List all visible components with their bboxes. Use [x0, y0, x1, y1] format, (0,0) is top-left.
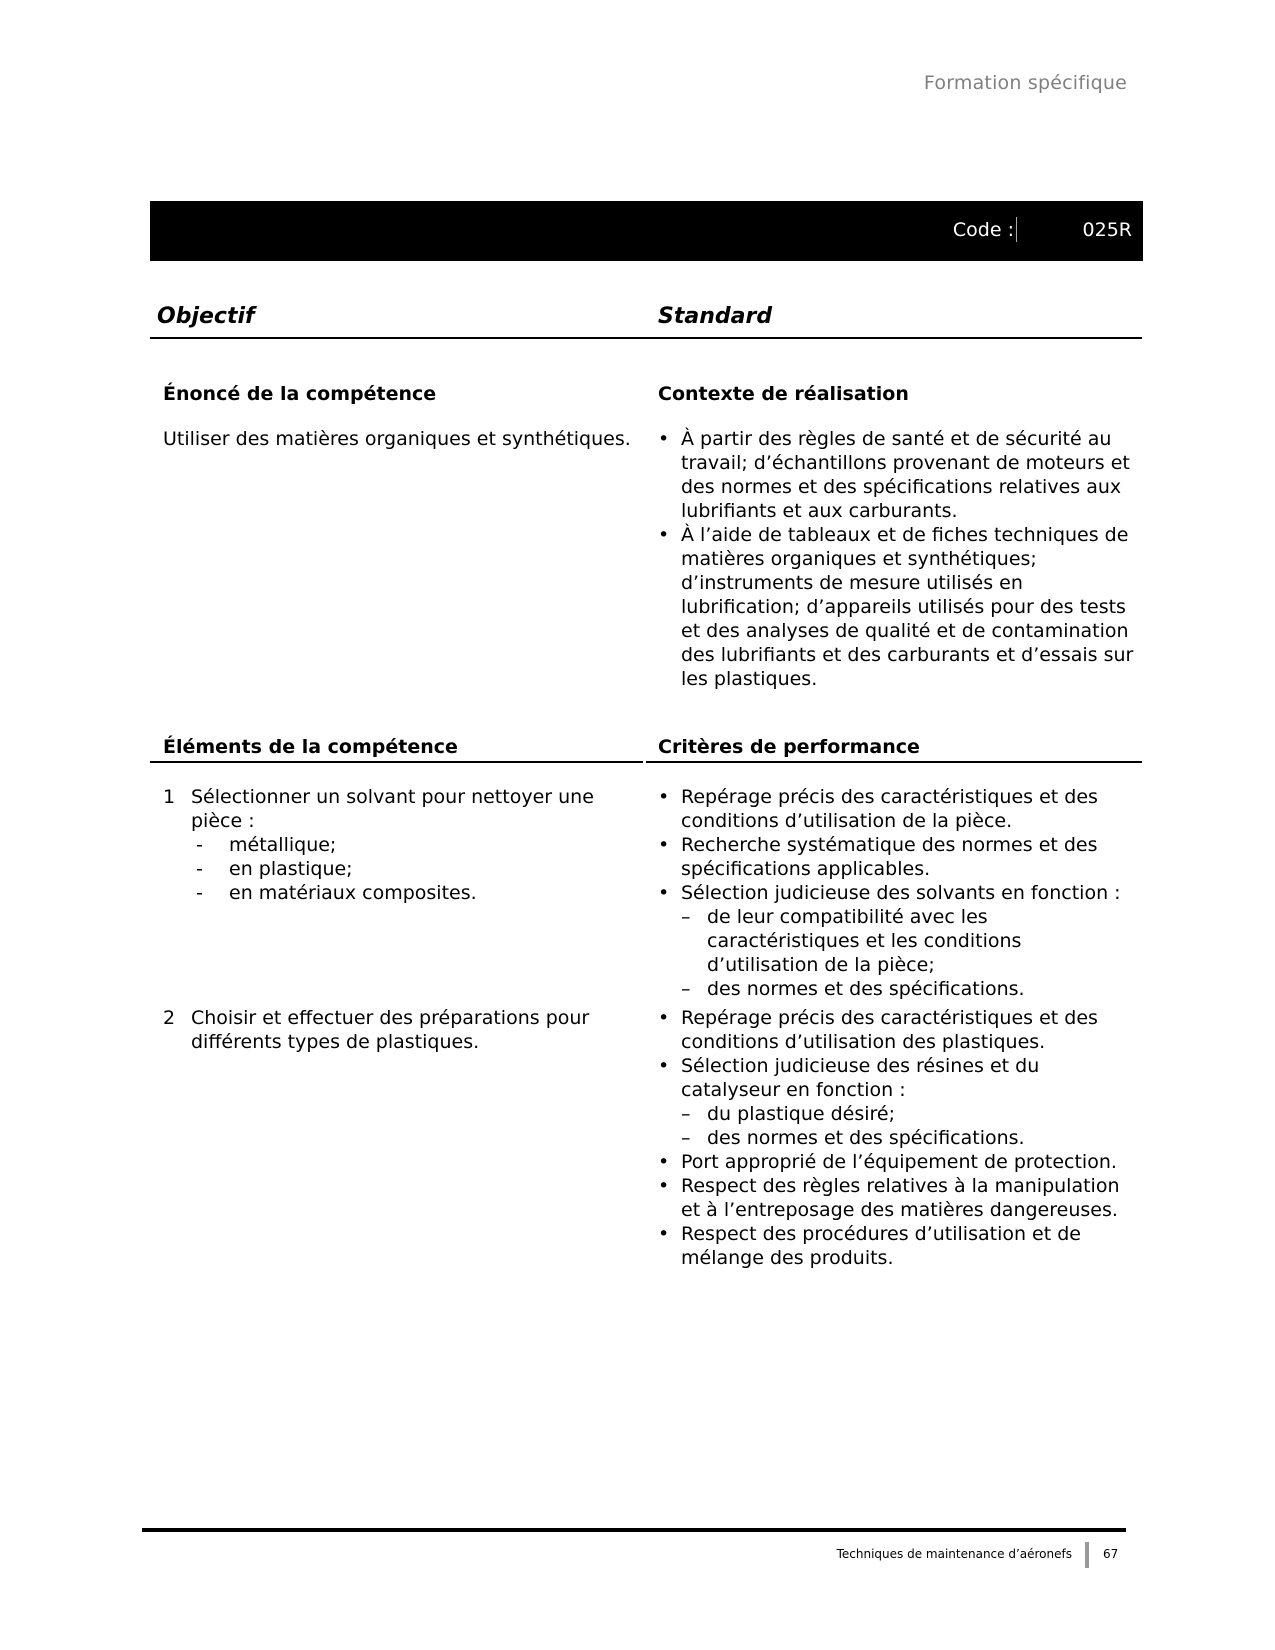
- criteres-group-1: [658, 785, 1138, 1001]
- code-bar: [150, 201, 1143, 261]
- code-separator: [1016, 217, 1017, 242]
- code-value: 025R: [1082, 219, 1132, 241]
- footer-rule: [142, 1528, 1126, 1532]
- page-number: 67: [1103, 1547, 1119, 1561]
- element-sublist: [163, 833, 603, 905]
- standard-heading: Standard: [658, 304, 773, 329]
- enonce-text: Utiliser des matières organiques et synthétiques.: [163, 428, 631, 450]
- running-header: Formation spécifique: [923, 72, 1127, 94]
- criteres-heading: Critères de performance: [658, 736, 920, 758]
- header-rule: [150, 337, 1142, 339]
- element-subitem: - en matériaux composites.: [196, 881, 603, 905]
- contexte-heading: Contexte de réalisation: [658, 383, 909, 405]
- element-subitem: - en plastique;: [196, 857, 603, 881]
- criteres-rule: [646, 761, 1142, 763]
- element-text: Choisir et effectuer des préparations pour différents types de plastiques.: [191, 1007, 590, 1053]
- critere-subitem: – des normes et des spécifications.: [681, 977, 1138, 1001]
- critere-item: • Recherche systématique des normes et des spécifications applicables.: [658, 833, 1138, 881]
- code-label: Code :: [952, 219, 1014, 241]
- critere-item: • Respect des règles relatives à la manipulation et à l’entreposage des matières dangereuses.: [658, 1174, 1138, 1222]
- element-subitem: - métallique;: [196, 833, 603, 857]
- element-text: Sélectionner un solvant pour nettoyer une pièce :: [191, 786, 594, 832]
- critere-item: • Sélection judicieuse des résines et du catalyseur en fonction : – du plastique désiré; – des normes et des spécifications.: [658, 1054, 1138, 1150]
- critere-item: • Respect des procédures d’utilisation et de mélange des produits.: [658, 1222, 1138, 1270]
- footer-separator: [1085, 1542, 1089, 1568]
- element-item-1: [163, 785, 603, 905]
- critere-subitem: – du plastique désiré;: [681, 1102, 1138, 1126]
- critere-subitem: – des normes et des spécifications.: [681, 1126, 1138, 1150]
- contexte-item: • À partir des règles de santé et de sécurité au travail; d’échantillons provenant de moteurs et des normes et des spécifications relatives aux lubrifiants et aux carburants.: [658, 427, 1138, 523]
- element-number: 1: [163, 786, 176, 808]
- critere-item: • Port approprié de l’équipement de protection.: [658, 1150, 1138, 1174]
- contexte-list: [658, 427, 1138, 691]
- criteres-group-2: [658, 1006, 1138, 1270]
- contexte-item: • À l’aide de tableaux et de fiches techniques de matières organiques et synthétiques; d’instruments de mesure utilisés en lubrification; d’appareils utilisés pour des tests et des analyses de qualité et de contamination des lubrifiants et des carburants et d’essais sur les plastiques.: [658, 523, 1138, 691]
- element-item-2: [163, 1006, 603, 1054]
- objectif-heading: Objectif: [157, 304, 255, 329]
- critere-item: • Repérage précis des caractéristiques et des conditions d’utilisation de la pièce.: [658, 785, 1138, 833]
- elements-heading: Éléments de la compétence: [163, 736, 458, 758]
- critere-subitem: – de leur compatibilité avec les caractéristiques et les conditions d’utilisation de la pièce;: [681, 905, 1138, 977]
- critere-item: • Repérage précis des caractéristiques et des conditions d’utilisation des plastiques.: [658, 1006, 1138, 1054]
- elements-rule: [150, 761, 643, 763]
- enonce-heading: Énoncé de la compétence: [163, 383, 437, 405]
- footer-program-title: Techniques de maintenance d’aéronefs: [836, 1547, 1072, 1561]
- element-number: 2: [163, 1007, 176, 1029]
- critere-item: • Sélection judicieuse des solvants en fonction : – de leur compatibilité avec les caractéristiques et les conditions d’utilisation de la pièce; – des normes et des spécifications.: [658, 881, 1138, 1001]
